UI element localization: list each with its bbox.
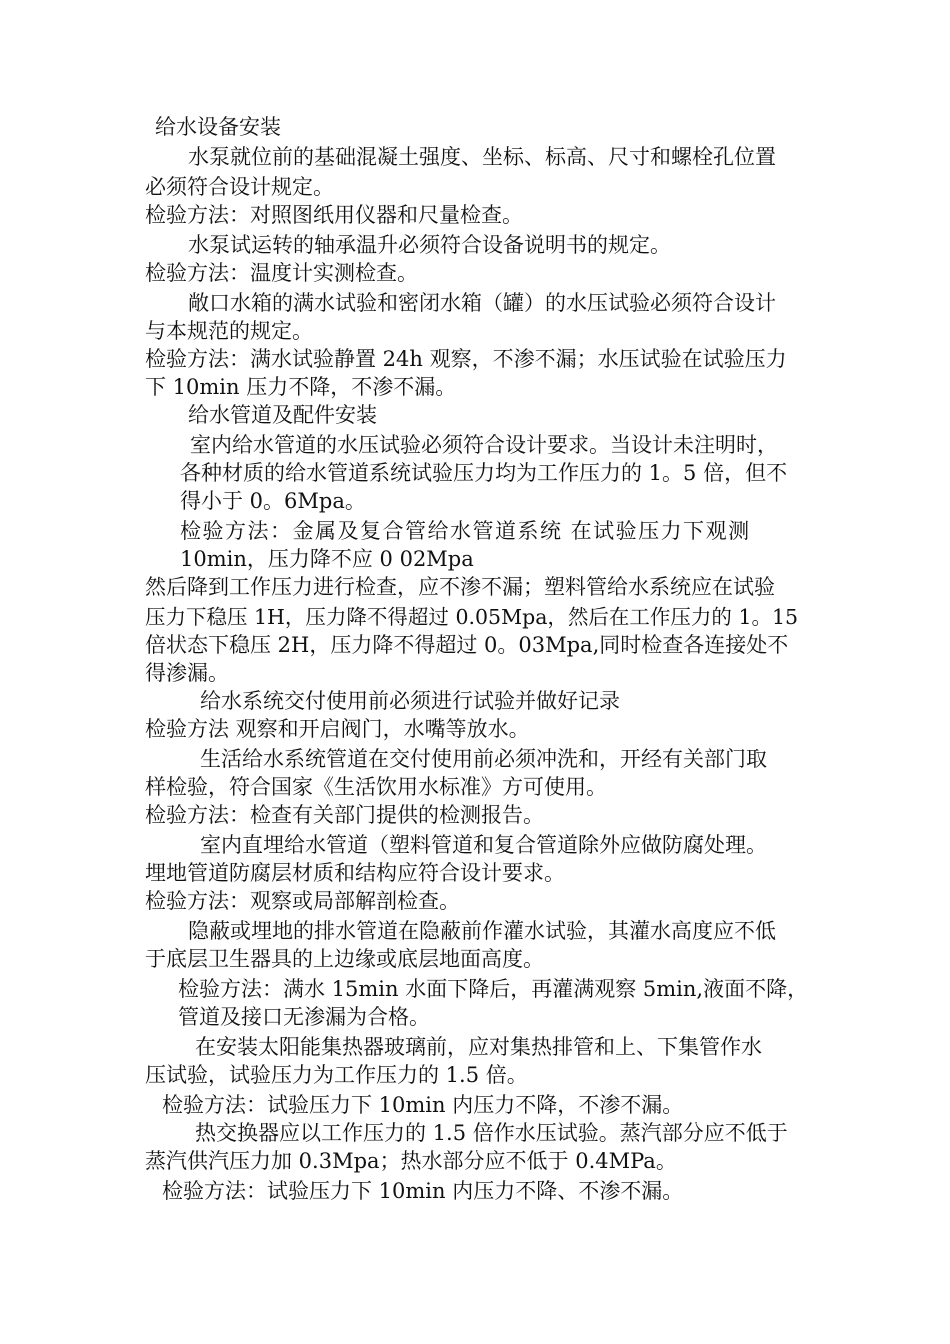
paragraph-line: 敞口水箱的满水试验和密闭水箱（罐）的水压试验必须符合设计 bbox=[188, 291, 776, 315]
paragraph-line: 管道及接口无渗漏为合格。 bbox=[178, 1005, 430, 1029]
paragraph-line: 压试验，试验压力为工作压力的 1.5 倍。 bbox=[145, 1063, 528, 1087]
section-heading-pipe-installation: 给水管道及配件安装 bbox=[188, 403, 377, 427]
paragraph-line: 隐蔽或埋地的排水管道在隐蔽前作灌水试验，其灌水高度应不低 bbox=[188, 919, 776, 943]
paragraph-line: 检验方法：观察或局部解剖检查。 bbox=[145, 889, 460, 913]
paragraph-line: 样检验，符合国家《生活饮用水标准》方可使用。 bbox=[145, 775, 607, 799]
paragraph-line: 检验方法：金属及复合管给水管道系统 在试验压力下观测 bbox=[180, 519, 751, 543]
paragraph-line: 检验方法：满水 15min 水面下降后，再灌满观察 5min,液面不降， bbox=[178, 977, 809, 1001]
paragraph-line: 10min，压力降不应 0 02Mpa bbox=[180, 547, 474, 571]
paragraph-line: 水泵就位前的基础混凝土强度、坐标、标高、尺寸和螺栓孔位置 bbox=[188, 145, 776, 169]
paragraph-line: 压力下稳压 1H，压力降不得超过 0.05Mpa，然后在工作压力的 1。15 bbox=[145, 605, 799, 629]
paragraph-line: 必须符合设计规定。 bbox=[145, 175, 334, 199]
paragraph-line: 在安装太阳能集热器玻璃前，应对集热排管和上、下集管作水 bbox=[195, 1035, 762, 1059]
paragraph-line: 检验方法：试验压力下 10min 内压力不降，不渗不漏。 bbox=[162, 1093, 684, 1117]
paragraph-line: 生活给水系统管道在交付使用前必须冲洗和，开经有关部门取 bbox=[200, 747, 767, 771]
paragraph-line: 检验方法 观察和开启阀门，水嘴等放水。 bbox=[145, 717, 530, 741]
paragraph-line: 埋地管道防腐层材质和结构应符合设计要求。 bbox=[145, 861, 565, 885]
paragraph-line: 于底层卫生器具的上边缘或底层地面高度。 bbox=[145, 947, 544, 971]
paragraph-line: 室内给水管道的水压试验必须符合设计要求。当设计未注明时， bbox=[190, 433, 778, 457]
paragraph-line: 倍状态下稳压 2H，压力降不得超过 0。03Mpa,同时检查各连接处不 bbox=[145, 633, 789, 657]
paragraph-line: 检验方法：温度计实测检查。 bbox=[145, 261, 418, 285]
paragraph-line: 检验方法：对照图纸用仪器和尺量检查。 bbox=[145, 203, 523, 227]
paragraph-line: 检验方法：试验压力下 10min 内压力不降、不渗不漏。 bbox=[162, 1179, 684, 1203]
paragraph-line: 得渗漏。 bbox=[145, 661, 229, 685]
paragraph-line: 得小于 0。6Mpa。 bbox=[180, 489, 366, 513]
paragraph-line: 与本规范的规定。 bbox=[145, 319, 313, 343]
section-heading-water-equipment: 给水设备安装 bbox=[155, 115, 281, 139]
paragraph-line: 检验方法：满水试验静置 24h 观察，不渗不漏；水压试验在试验压力 bbox=[145, 347, 787, 371]
paragraph-line: 下 10min 压力不降，不渗不漏。 bbox=[145, 375, 457, 399]
paragraph-line: 然后降到工作压力进行检查，应不渗不漏；塑料管给水系统应在试验 bbox=[145, 575, 775, 599]
paragraph-line: 热交换器应以工作压力的 1.5 倍作水压试验。蒸汽部分应不低于 bbox=[195, 1121, 788, 1145]
paragraph-line: 检验方法：检查有关部门提供的检测报告。 bbox=[145, 803, 544, 827]
section-heading-delivery-test: 给水系统交付使用前必须进行试验并做好记录 bbox=[200, 689, 620, 713]
paragraph-line: 各种材质的给水管道系统试验压力均为工作压力的 1。5 倍，但不 bbox=[180, 461, 788, 485]
paragraph-line: 蒸汽供汽压力加 0.3Mpa；热水部分应不低于 0.4MPa。 bbox=[145, 1149, 677, 1173]
paragraph-line: 室内直埋给水管道（塑料管道和复合管道除外应做防腐处理。 bbox=[200, 833, 767, 857]
paragraph-line: 水泵试运转的轴承温升必须符合设备说明书的规定。 bbox=[188, 233, 671, 257]
